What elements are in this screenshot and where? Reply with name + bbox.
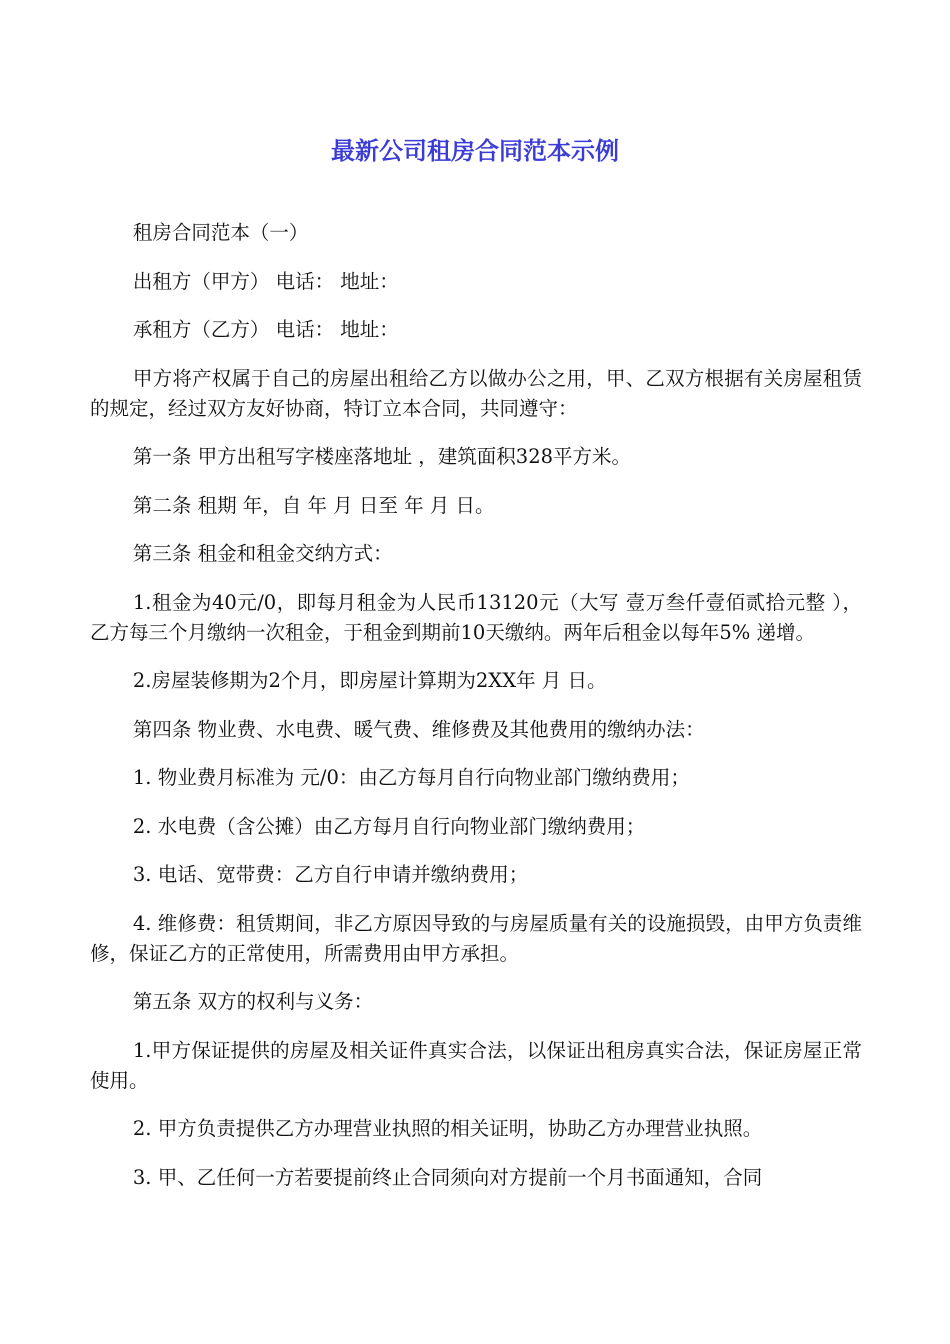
paragraph-article-4-item-3: 3. 电话、宽带费：乙方自行申请并缴纳费用； [132,863,529,886]
paragraph-lessor: 出租方（甲方） 电话： 地址： [132,269,399,293]
paragraph-article-5-item-3: 3. 甲、乙任何一方若要提前终止合同须向对方提前一个月书面通知，合同 [132,1165,763,1189]
paragraph-article-3-item-2: 2.房屋装修期为2个月，即房屋计算期为2XX年 月 日。 [132,669,607,692]
document-body [90,218,862,1211]
paragraph-article-5-item-2: 2. 甲方负责提供乙方办理营业执照的相关证明，协助乙方办理营业执照。 [132,1117,763,1140]
paragraph-article-3: 第三条 租金和租金交纳方式： [132,542,393,565]
paragraph-article-4-item-1: 1. 物业费月标准为 元/0：由乙方每月自行向物业部门缴纳费用； [132,766,690,789]
paragraph-article-2: 第二条 租期 年，自 年 月 日至 年 月 日。 [132,493,495,517]
paragraph-article-4-item-4: 4. 维修费：租赁期间，非乙方原因导致的与房屋质量有关的设施损毁，由甲方负责维修，保证乙方的正常使用，所需费用由甲方承担。 [90,911,862,965]
paragraph-article-5: 第五条 双方的权利与义务： [132,990,374,1013]
paragraph-article-5-item-1: 1.甲方保证提供的房屋及相关证件真实合法，以保证出租房真实合法，保证房屋正常使用。 [90,1038,862,1092]
paragraph-lessee: 承租方（乙方） 电话： 地址： [132,318,399,341]
paragraph-preamble: 甲方将产权属于自己的房屋出租给乙方以做办公之用，甲、乙双方根据有关房屋租赁的规定，经过双方友好协商，特订立本合同，共同遵守： [90,366,862,420]
paragraph-article-3-item-1: 1.租金为40元/0，即每月租金为人民币13120元（大写 壹万叁仟壹佰贰拾元整 ），乙方每三个月缴纳一次租金，于租金到期前10天缴纳。两年后租金以每年5% 递增。 [90,590,862,644]
paragraph-article-4-item-2: 2. 水电费（含公摊）由乙方每月自行向物业部门缴纳费用； [132,814,646,838]
paragraph-article-1: 第一条 甲方出租写字楼座落地址 ，建筑面积328平方米。 [132,445,632,468]
paragraph-heading: 租房合同范本（一） [132,221,309,244]
paragraph-article-4: 第四条 物业费、水电费、暖气费、维修费及其他费用的缴纳办法： [132,717,705,741]
document-title: 最新公司租房合同范本示例 [331,137,619,165]
